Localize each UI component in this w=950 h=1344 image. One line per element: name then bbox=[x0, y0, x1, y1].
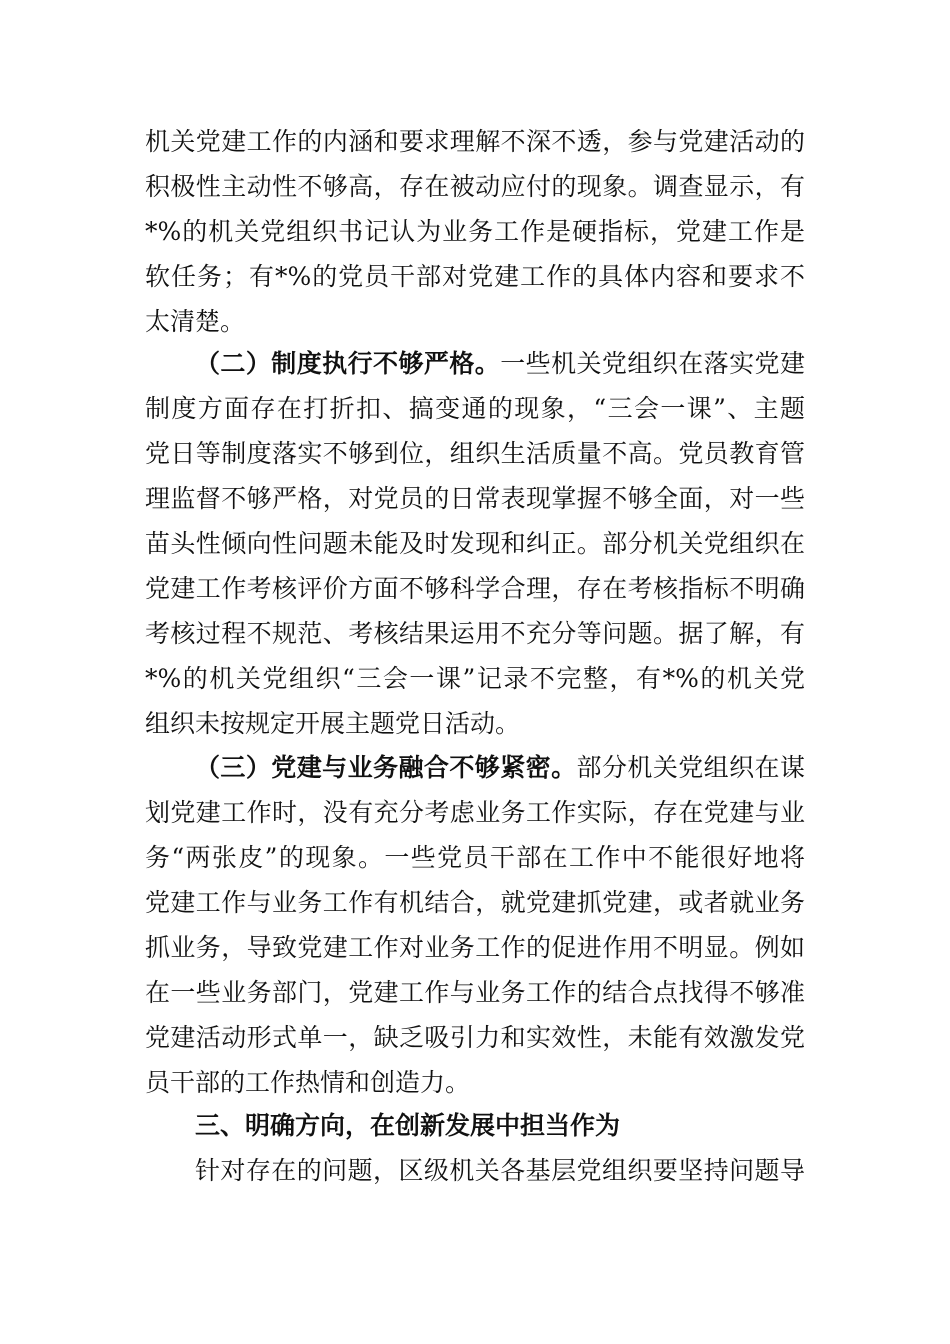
paragraph-3-line-3: 务“两张皮”的现象。一些党员干部在工作中不能很好地将 bbox=[145, 843, 805, 872]
paragraph-3-line-8: 员干部的工作热情和创造力。 bbox=[145, 1068, 471, 1097]
paragraph-3-line-4: 党建工作与业务工作有机结合，就党建抓党建，或者就业务 bbox=[145, 888, 805, 917]
paragraph-2-line-6: 党建工作考核评价方面不够科学合理，存在考核指标不明确 bbox=[145, 574, 805, 603]
paragraph-1-line-3: *%的机关党组织书记认为业务工作是硬指标，党建工作是 bbox=[145, 217, 805, 246]
paragraph-3-line-2: 划党建工作时，没有充分考虑业务工作实际，存在党建与业 bbox=[145, 798, 805, 827]
paragraph-2-line-4: 理监督不够严格，对党员的日常表现掌握不够全面，对一些 bbox=[145, 484, 805, 513]
paragraph-4-line-1: 针对存在的问题，区级机关各基层党组织要坚持问题导 bbox=[195, 1156, 805, 1185]
paragraph-1-line-4: 软任务；有*%的党员干部对党建工作的具体内容和要求不 bbox=[145, 262, 805, 291]
paragraph-3-line-5: 抓业务，导致党建工作对业务工作的促进作用不明显。例如 bbox=[145, 933, 805, 962]
paragraph-2-line-9: 组织未按规定开展主题党日活动。 bbox=[145, 709, 521, 738]
paragraph-3-line-6: 在一些业务部门，党建工作与业务工作的结合点找得不够准 bbox=[145, 978, 805, 1007]
paragraph-3-line-1 bbox=[195, 748, 805, 788]
section-heading: 三、明确方向，在创新发展中担当作为 bbox=[195, 1111, 621, 1140]
paragraph-3-line-7: 党建活动形式单一，缺乏吸引力和实效性，未能有效激发党 bbox=[145, 1023, 805, 1052]
paragraph-2-line-7: 考核过程不规范、考核结果运用不充分等问题。据了解，有 bbox=[145, 619, 805, 648]
paragraph-2-line-3: 党日等制度落实不够到位，组织生活质量不高。党员教育管 bbox=[145, 439, 805, 468]
paragraph-2-first-line-rest: 一些机关党组织在落实党建 bbox=[500, 349, 805, 378]
paragraph-2-line-5: 苗头性倾向性问题未能及时发现和纠正。部分机关党组织在 bbox=[145, 529, 805, 558]
paragraph-1-line-5: 太清楚。 bbox=[145, 307, 246, 336]
paragraph-1-line-1: 机关党建工作的内涵和要求理解不深不透，参与党建活动的 bbox=[145, 127, 805, 156]
paragraph-3-first-line-rest: 部分机关党组织在谋 bbox=[576, 753, 805, 782]
paragraph-2-line-8: *%的机关党组织“三会一课”记录不完整，有*%的机关党 bbox=[145, 664, 805, 693]
paragraph-2-lead: （二）制度执行不够严格。 bbox=[195, 349, 501, 378]
paragraph-2-line-2: 制度方面存在打折扣、搞变通的现象，“三会一课”、主题 bbox=[145, 394, 805, 423]
paragraph-3-lead: （三）党建与业务融合不够紧密。 bbox=[195, 753, 577, 782]
paragraph-2-line-1 bbox=[195, 344, 805, 384]
paragraph-1-line-2: 积极性主动性不够高，存在被动应付的现象。调查显示，有 bbox=[145, 172, 805, 201]
